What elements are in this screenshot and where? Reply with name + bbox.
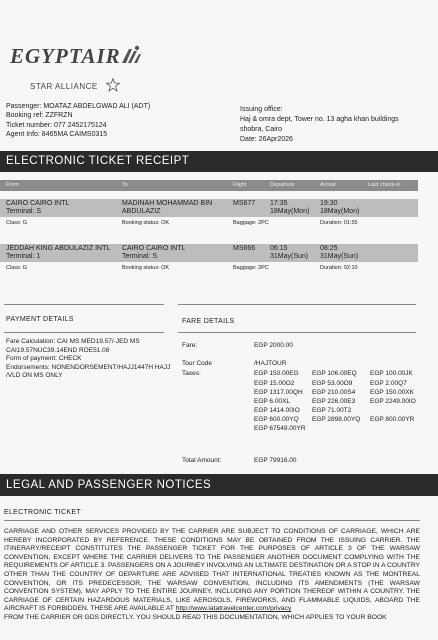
legal-notice-text (4, 528, 420, 623)
divider (178, 332, 416, 333)
fare-details-title: FARE DETAILS (182, 318, 235, 325)
flight-to-line2: ABDULAZIZ (122, 208, 161, 215)
tour-code-value: /HAJTOUR (254, 360, 287, 367)
tax-item: EGP 67549.00YR (254, 425, 306, 432)
header-last-checkin: Last check-in (368, 182, 401, 188)
flight-class: Class: G (6, 220, 28, 226)
office-address-line2: shobra, Cairo (240, 126, 283, 133)
flight-class: Class: G (6, 265, 28, 271)
issue-date: Date: 26Apr2026 (240, 136, 293, 143)
divider (4, 332, 164, 333)
arrival-time: 08:25 (320, 245, 338, 252)
star-alliance-label: STAR ALLIANCE (30, 82, 98, 91)
tax-item: EGP 71.00T2 (312, 407, 352, 414)
tax-item: EGP 2.00Q7 (370, 380, 407, 387)
flight-row (0, 244, 418, 262)
flight-number: MS666 (233, 245, 256, 252)
divider (4, 520, 420, 521)
tax-item: EGP 150.00XK (370, 389, 414, 396)
passenger-info (6, 102, 150, 139)
issuing-office (240, 105, 399, 145)
arrival-time: 19:30 (320, 200, 338, 207)
payment-details (6, 338, 178, 381)
arrival-date: 18May(Mon) (320, 208, 360, 215)
departure-date: 18May(Mon) (270, 208, 310, 215)
tax-item: EGP 226.00E3 (312, 398, 356, 405)
fare-label: Fare: (182, 342, 198, 349)
tax-item: EGP 106.00EQ (312, 370, 357, 377)
flight-number: MS677 (233, 200, 256, 207)
fare-calculation: Fare Calculation: CAI MS MED19.57/-JED MS (6, 338, 140, 345)
star-alliance-icon (106, 78, 120, 92)
flight-from: CAIRO CAIRO INTL (6, 200, 70, 207)
horus-hawk-icon (120, 45, 142, 65)
duration: Duration: 02:10 (320, 265, 358, 271)
total-amount-label: Total Amount: (182, 457, 222, 464)
flight-to: MADINAH MOHAMMAD BIN (122, 200, 213, 207)
booking-status: Booking status: OK (122, 220, 170, 226)
flight-from-terminal: Terminal: S (6, 208, 42, 215)
tax-item: EGP 1414.00IO (254, 407, 300, 414)
tax-item: EGP 150.00EG (254, 370, 299, 377)
tax-item: EGP 2898.00YQ (312, 416, 361, 423)
legal-tail: FROM THE CARRIER OR GDS DIRECTLY. YOU SHOULD READ THIS DOCUMENTATION, WHICH APPLIES TO YOUR BOOK (4, 613, 387, 621)
privacy-link[interactable]: http://www.iatatravelcenter.com/privacy (175, 605, 292, 613)
header-departure: Departure (270, 182, 295, 188)
receipt-title: ELECTRONIC TICKET RECEIPT (6, 155, 190, 167)
baggage: Baggage: 2PC (233, 265, 269, 271)
tax-item: EGP 6.00XL (254, 398, 291, 405)
tax-item: EGP 15.00O2 (254, 380, 295, 387)
taxes-label: Taxes: (182, 370, 201, 377)
electronic-ticket-label: ELECTRONIC TICKET (4, 509, 81, 516)
flight-row (0, 199, 418, 217)
endorsements: Endorsements: NONENDORSEMENT/HAJJ1447H HAJJ (6, 363, 171, 371)
passenger-name: Passenger: MOATAZ ABDELGWAD ALI (ADT) (6, 103, 151, 110)
flight-details-row (0, 263, 418, 272)
receipt-title-band (0, 151, 438, 172)
endorsements-cont: /VLD ON MS ONLY (6, 372, 63, 379)
fare-calculation-cont: CAI19.57NUC39.14END ROE51.08 (6, 346, 110, 354)
flight-from-terminal: Terminal: 1 (6, 253, 41, 260)
legal-body: CARRIAGE AND OTHER SERVICES PROVIDED BY THE CARRIER ARE SUBJECT TO CONDITIONS OF CARRIAGE, WHICH ARE HEREBY INCORPORATED BY REFERENCE. THESE CONDITIONS MAY BE OBTAINED FROM THE ISSUING CARRIER. THE ITINERARY/RECEIPT CONSTITUTES THE PASSENGER TICKET FOR THE PURPOSES OF ARTICLE 3 OF THE WARSAW CONVENTION, EXCEPT WHERE THE CARRIER DELIVERS TO THE PASSENGER ANOTHER DOCUMENT COMPLYING WITH THE REQUIREMENTS OF ARTICLE 3. PASSENGERS ON A JOURNEY INVOLVING AN ULTIMATE DESTINATION OR A STOP IN A COUNTRY OTHER THAN THE COUNTRY OF DEPARTURE ARE ADVISED THAT INTERNATIONAL TREATIES KNOWN AS THE MONTREAL CONVENTION, OR ITS PREDECESSOR, THE WARSAW CONVENTION, INCLUDING ITS AMENDMENTS (THE WARSAW CONVENTION SYSTEM), MAY APPLY TO THE ENTIRE JOURNEY, INCLUDING ANY PORTION THEREOF WITHIN A COUNTRY. THE CARRIAGE OF CERTAIN HAZARDOUS MATERIALS, LIKE AEROSOLS, FIREWORKS, AND FLAMMABLE LIQUIDS, ABOARD THE AIRCRAFT IS FORBIDDEN. THESE ARE AVAILABLE AT (4, 528, 420, 613)
legal-title-band (0, 474, 438, 496)
form-of-payment: Form of payment: CHECK (6, 355, 82, 362)
legal-title: LEGAL AND PASSENGER NOTICES (6, 479, 212, 491)
agent-info: Agent Info: 8465MA CAIMS0315 (6, 130, 108, 138)
tax-item: EGP 100.00JK (370, 370, 413, 377)
departure-date: 31May(Sun) (270, 253, 309, 260)
flight-details-row (0, 218, 418, 227)
booking-ref: Booking ref: ZZFRZN (6, 112, 73, 120)
arrival-date: 31May(Sun) (320, 253, 359, 260)
tax-item: EGP 53.00O9 (312, 380, 353, 387)
baggage: Baggage: 2PC (233, 220, 269, 226)
flight-to-line2: Terminal: S (122, 253, 158, 260)
header-arrival: Arrival (320, 182, 336, 188)
egyptair-logo: EGYPTAIR (10, 44, 121, 68)
divider (178, 304, 416, 305)
departure-time: 06:15 (270, 245, 288, 252)
departure-time: 17:35 (270, 200, 288, 207)
tax-item: EGP 600.00YQ (254, 416, 299, 423)
ticket-number: Ticket number: 077 2452175124 (6, 121, 107, 129)
total-amount-value: EGP 79916.00 (254, 457, 297, 464)
tax-item: EGP 2249.00IO (370, 398, 416, 405)
header-to: To (122, 182, 128, 188)
flight-from: JEDDAH KING ABDULAZIZ INTL (6, 245, 111, 252)
booking-status: Booking status: OK (122, 265, 170, 271)
office-label: Issuing office: (240, 106, 283, 113)
fare-value: EGP 2000.00 (254, 342, 293, 349)
tour-code-label: Tour Code (182, 360, 212, 367)
tax-item: EGP 800.00YR (370, 416, 415, 423)
tax-item: EGP 210.00S4 (312, 389, 356, 396)
office-address-line1: Haj & omra dept, Tower no. 13 agha khan buildings (240, 116, 399, 123)
header-flight: Flight (233, 182, 247, 188)
payment-details-title: PAYMENT DETAILS (6, 316, 74, 323)
duration: Duration: 01:55 (320, 220, 358, 226)
header-from: From (6, 182, 19, 188)
divider (4, 304, 164, 305)
flight-to: CAIRO CAIRO INTL (122, 245, 186, 252)
tax-item: EGP 1317.00QH (254, 389, 303, 396)
flights-header-row (0, 180, 418, 191)
